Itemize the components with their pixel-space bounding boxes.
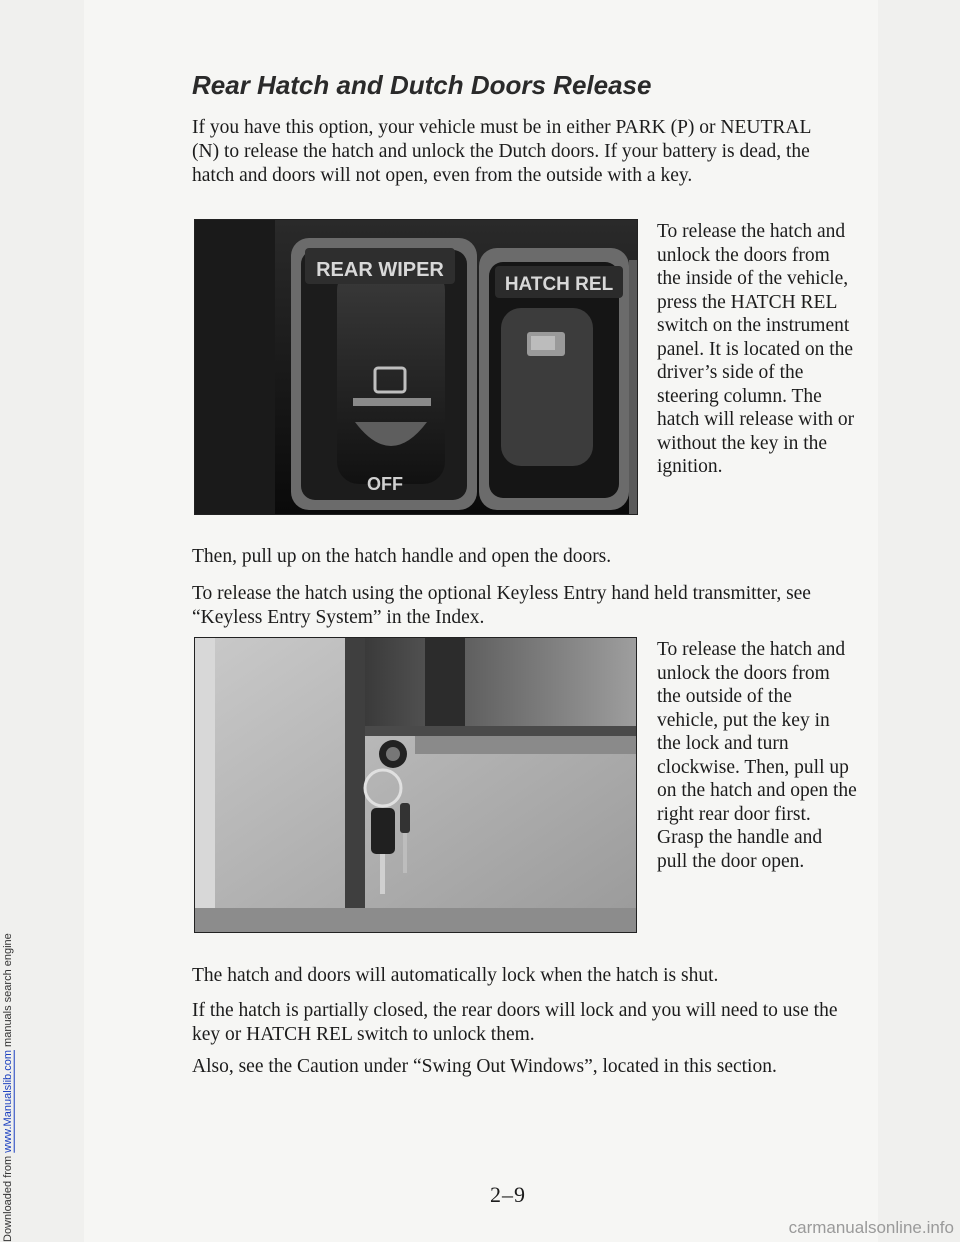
outside-release-text: To release the hatch and unlock the doors from the outside of the vehicle, put the key in the lock and turn clockwise. Then, pull up on the hatch and open the right rear door first. Grasp the handle and pull the door open. <box>657 639 857 872</box>
hatch-icon <box>531 336 555 350</box>
auto-lock-paragraph: The hatch and doors will automatically lock when the hatch is shut. <box>192 965 719 986</box>
off-label: OFF <box>367 474 403 494</box>
inside-release-text: To release the hatch and unlock the doors from the inside of the vehicle, press the HATCH REL switch on the instrument panel. It is located on the driver’s side of the steering column. The hatch will release with or without the key in the ignition. <box>657 221 855 477</box>
banner-prefix: Downloaded from <box>2 1152 14 1242</box>
page-number: 2–9 <box>490 1182 526 1207</box>
keyless-paragraph: To release the hatch using the optional Keyless Entry hand held transmitter, see “Keyless Entry System” in the Index. <box>192 583 811 628</box>
key-fob <box>371 808 395 854</box>
banner-suffix: manuals search engine <box>2 933 14 1051</box>
hatch-rel-label: HATCH REL <box>504 274 614 295</box>
section-title: Rear Hatch and Dutch Doors Release <box>192 70 652 100</box>
manualslib-link[interactable]: www.Manualslib.com <box>2 1050 14 1153</box>
intro-paragraph: If you have this option, your vehicle must be in either PARK (P) or NEUTRAL (N) to release the hatch and unlock the Dutch doors. If your battery is dead, the hatch and doors will not open, even from the outside with a key. <box>192 117 811 186</box>
download-banner <box>2 30 16 1242</box>
watermark: carmanualsonline.info <box>788 1218 954 1237</box>
rear-wiper-label: REAR WIPER <box>316 259 444 281</box>
pull-up-paragraph: Then, pull up on the hatch handle and open the doors. <box>192 546 612 567</box>
caution-paragraph: Also, see the Caution under “Swing Out Windows”, located in this section. <box>192 1056 777 1077</box>
dashboard-switch-photo <box>194 219 638 515</box>
door-key-photo <box>194 637 637 933</box>
partial-close-paragraph: If the hatch is partially closed, the rear doors will lock and you will need to use the key or HATCH REL switch to unlock them. <box>192 1000 838 1045</box>
